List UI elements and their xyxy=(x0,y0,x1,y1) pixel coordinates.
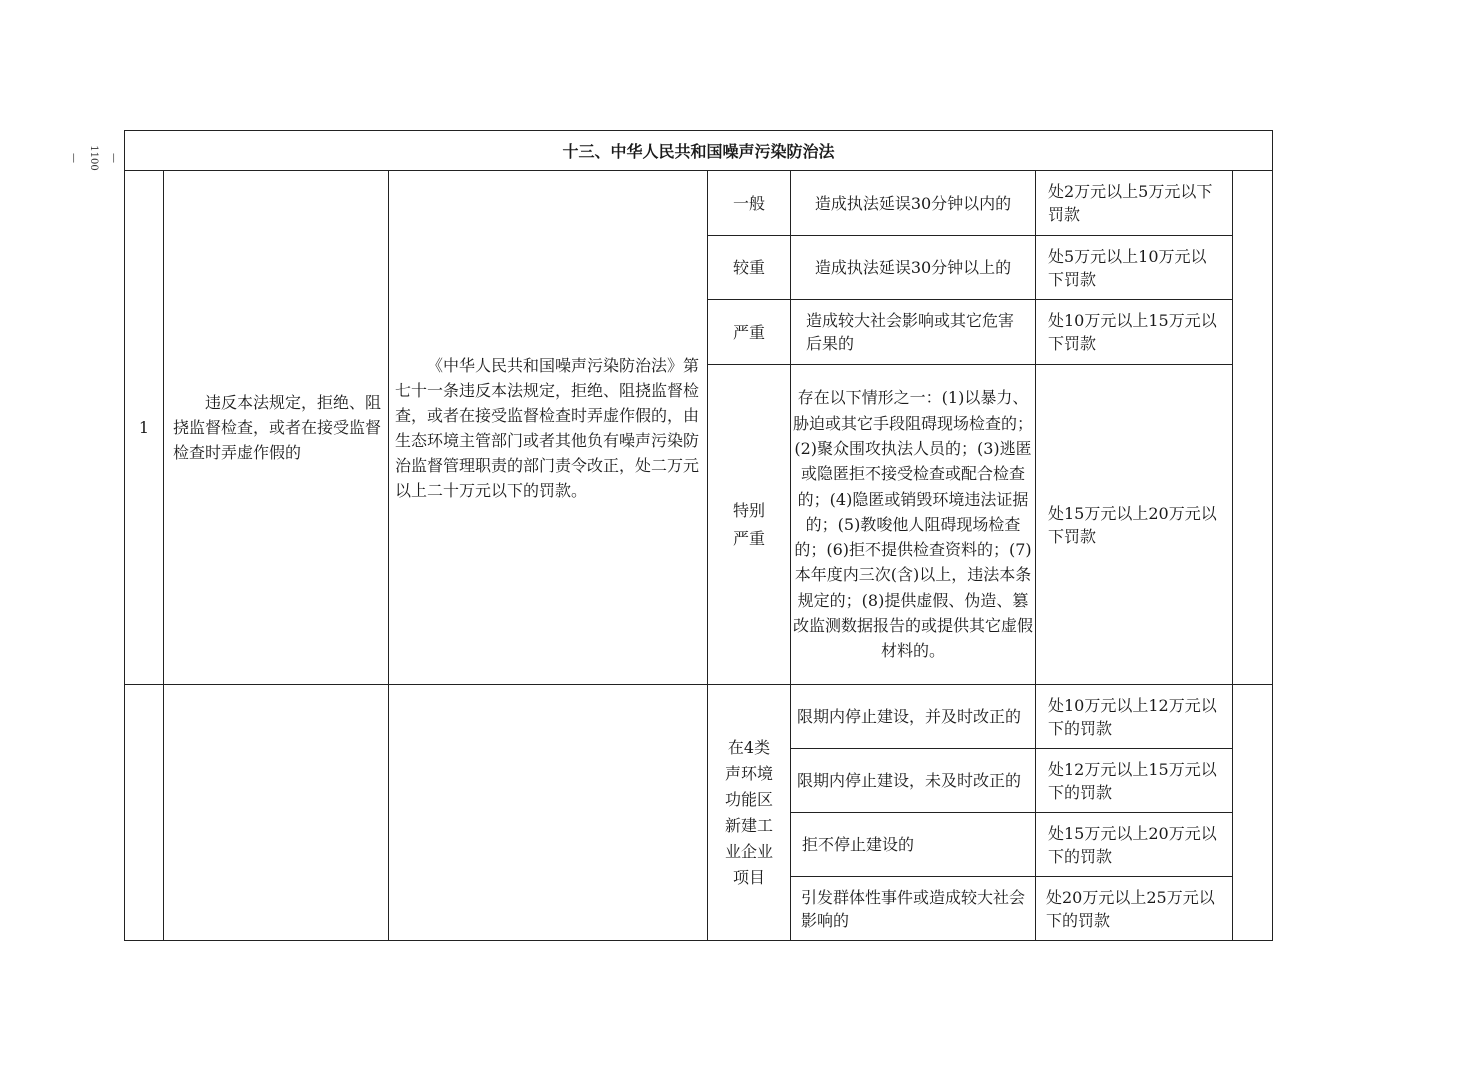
level-label: 较重 xyxy=(732,258,765,277)
legal-basis-text: 《中华人民共和国噪声污染防治法》第七十一条违反本法规定，拒绝、阻挠监督检查，或者在接受监督检查时弄虚作假的，由生态环境主管部门或者其他负有噪声污染防治监督管理职责的部门责令改正，处二万元以上二十万元以下的罚款。 xyxy=(395,355,700,500)
penalty-text: 处10万元以上15万元以下罚款 xyxy=(1048,311,1217,353)
penalty-text: 处20万元以上25万元以下的罚款 xyxy=(1046,887,1215,930)
penalty-text: 处15万元以上20万元以下罚款 xyxy=(1048,503,1217,546)
page-number: —1100— xyxy=(68,145,119,171)
violation-cell xyxy=(164,171,388,684)
table-title: 十三、中华人民共和国噪声污染防治法 xyxy=(562,141,835,161)
level-label: 特别严重 xyxy=(732,500,765,548)
circumstance-text: 限期内停止建设，未及时改正的 xyxy=(797,770,1022,790)
violation-text: 违反本法规定，拒绝、阻挠监督检查，或者在接受监督检查时弄虚作假的 xyxy=(173,393,382,462)
penalty-text: 处12万元以上15万元以下的罚款 xyxy=(1048,759,1217,802)
circumstance-text: 造成执法延误30分钟以上的 xyxy=(814,258,1012,277)
category-label: 在4类声环境功能区新建工业企业项目 xyxy=(724,737,773,887)
category-cell xyxy=(708,685,790,940)
penalty-text: 处5万元以上10万元以下罚款 xyxy=(1048,246,1207,289)
circumstance-text: 造成执法延误30分钟以内的 xyxy=(814,193,1012,213)
row-index: 1 xyxy=(138,418,150,437)
legal-basis-cell xyxy=(389,171,707,684)
circumstance-cell xyxy=(791,365,1035,684)
penalty-text: 处15万元以上20万元以下的罚款 xyxy=(1048,823,1217,866)
level-label: 一般 xyxy=(732,193,765,213)
level-label: 严重 xyxy=(732,322,765,342)
penalty-text: 处2万元以上5万元以下罚款 xyxy=(1048,182,1213,224)
circumstance-text: 存在以下情形之一：(1)以暴力、胁迫或其它手段阻碍现场检查的；(2)聚众围攻执法人员的；(3)逃匿或隐匿拒不接受检查或配合检查的；(4)隐匿或销毁环境违法证据的；(5)教唆他人阻碍现场检查的；(6)拒不提供检查资料的；(7)本年度内三次(含)以上，违法本条规定的；(8)提供虚假、伪造、篡改监测数据报告的或提供其它虚假材料的。 xyxy=(793,388,1034,661)
circumstance-text: 限期内停止建设，并及时改正的 xyxy=(797,706,1022,726)
penalty-text: 处10万元以上12万元以下的罚款 xyxy=(1048,695,1217,738)
circumstance-text: 引发群体性事件或造成较大社会影响的 xyxy=(801,887,1026,930)
circumstance-text: 造成较大社会影响或其它危害后果的 xyxy=(806,311,1015,353)
circumstance-text: 拒不停止建设的 xyxy=(802,834,915,854)
level-cell xyxy=(708,365,790,684)
